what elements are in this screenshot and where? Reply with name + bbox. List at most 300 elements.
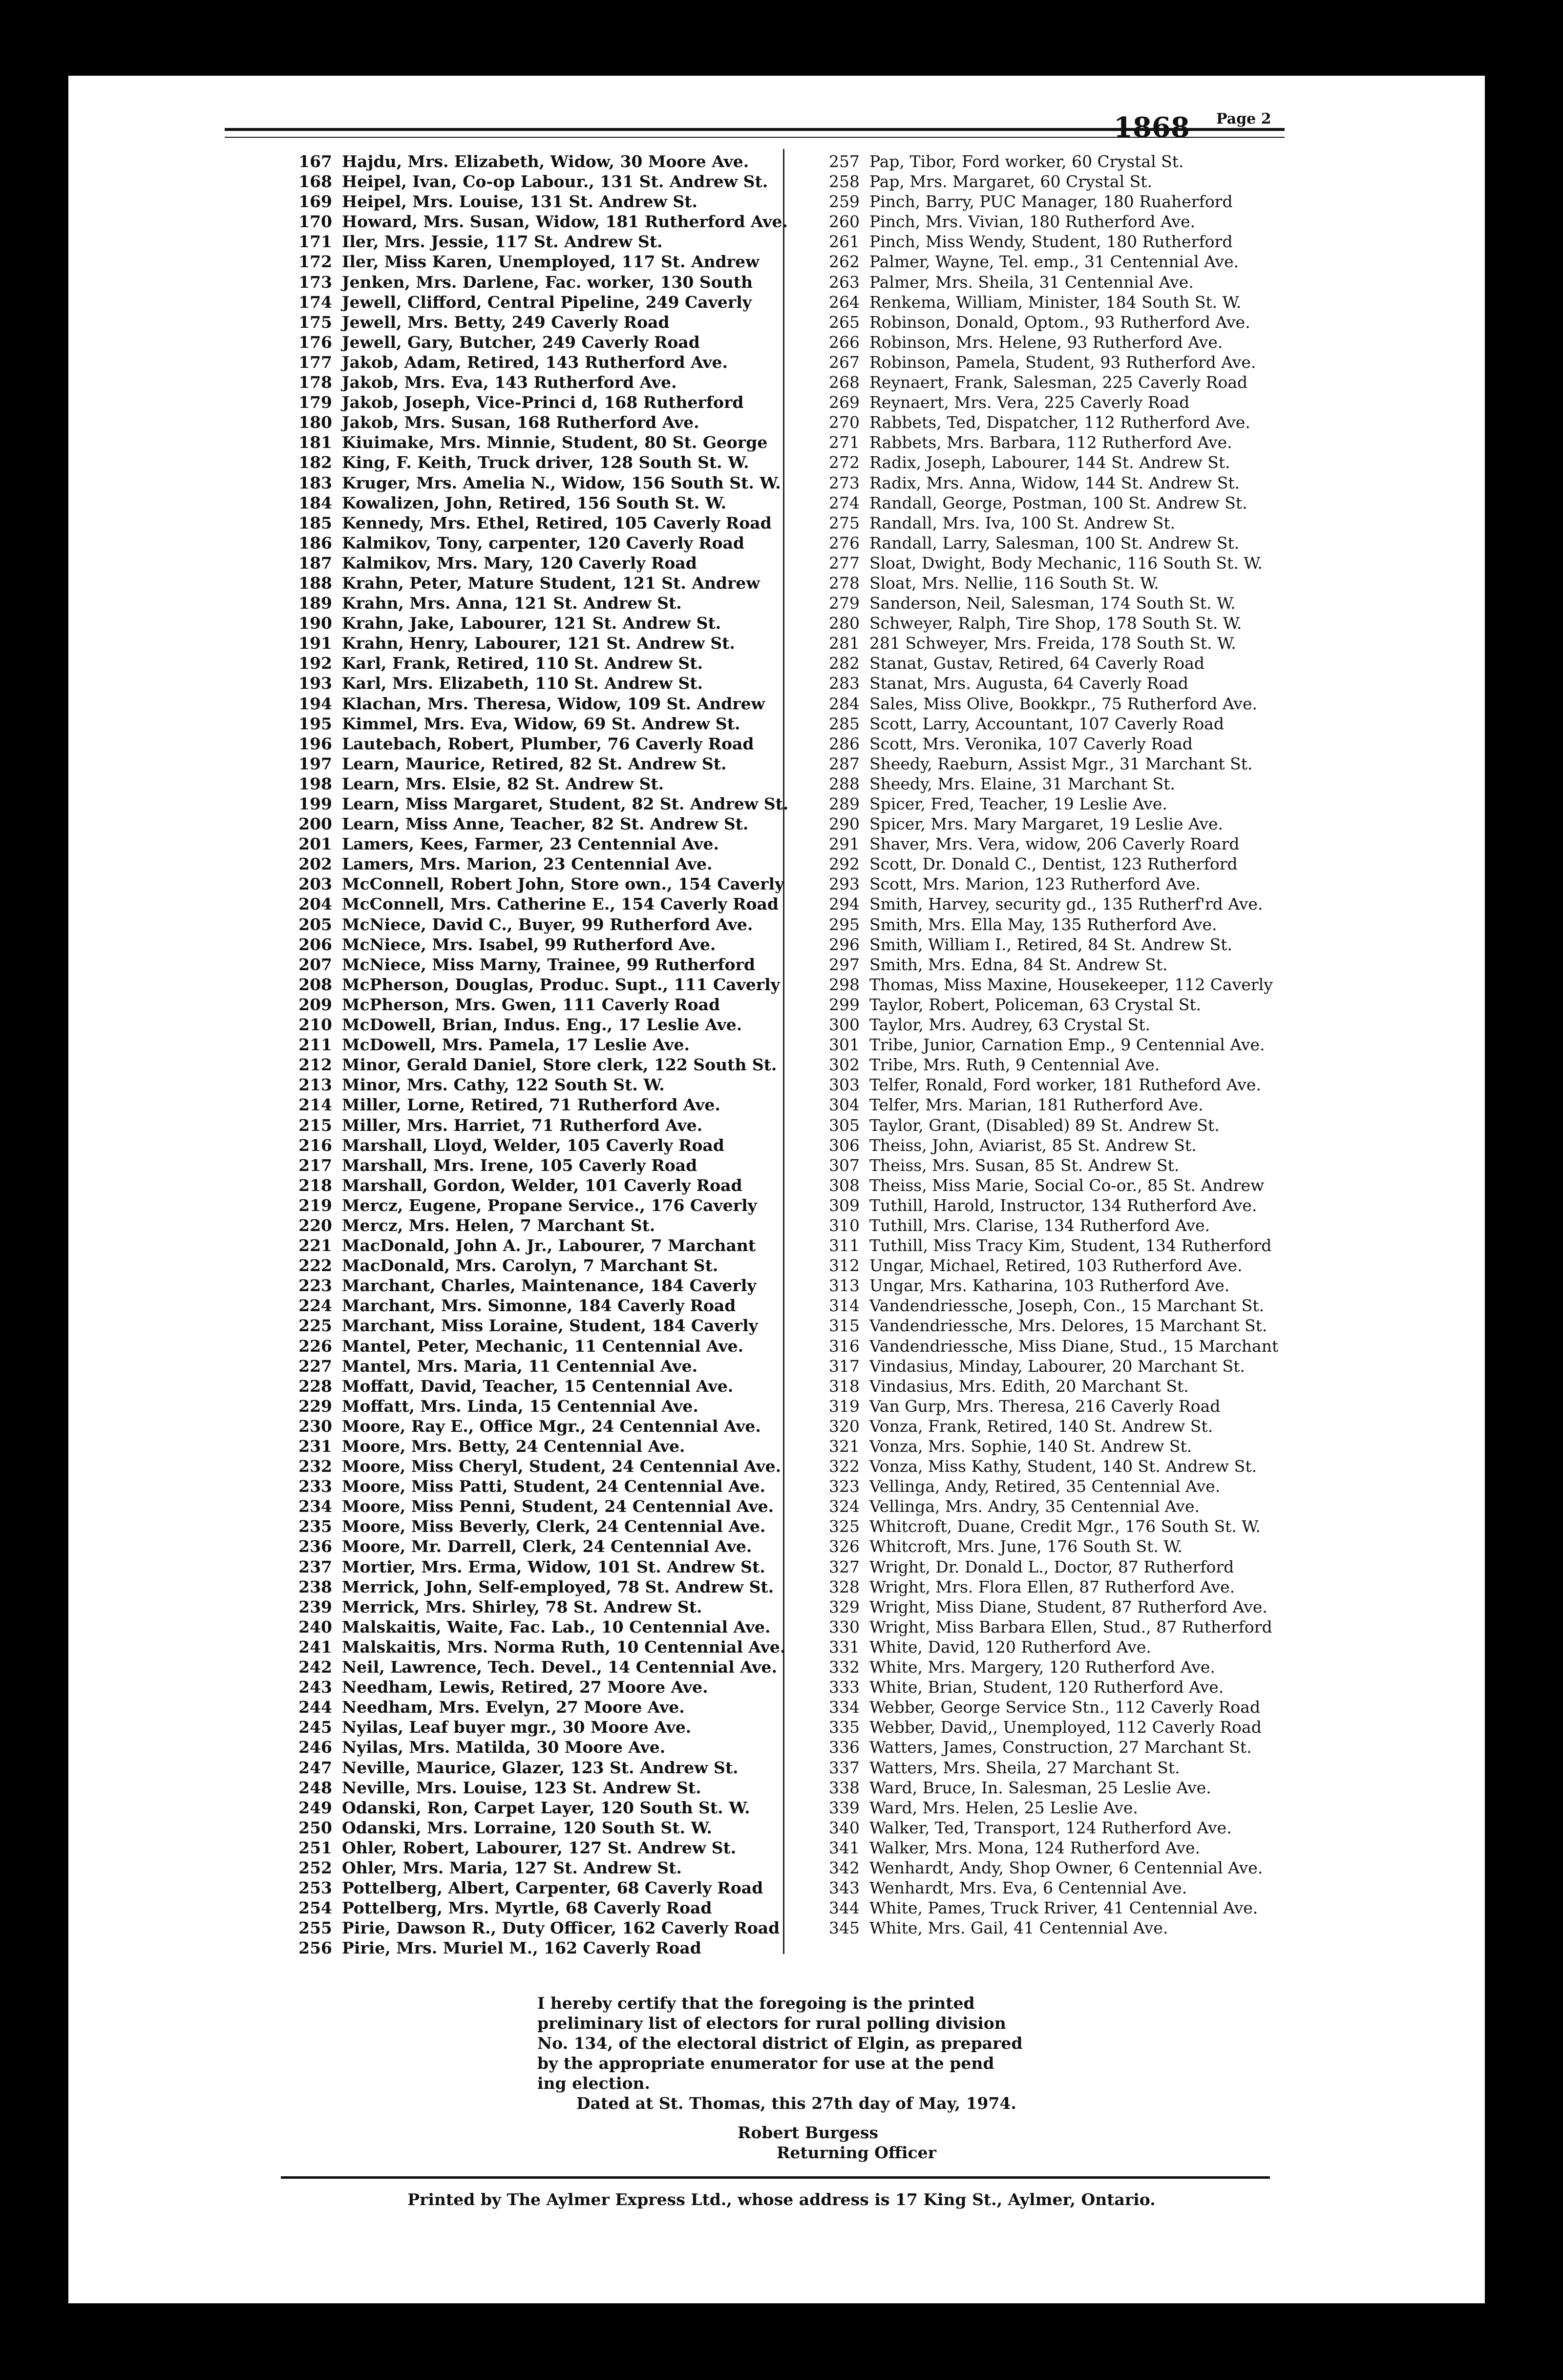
- elector-number: 222: [298, 1256, 332, 1275]
- elector-entry: [283, 874, 788, 894]
- elector-details: Watters, Mrs. Sheila, 27 Marchant St.: [869, 1758, 1180, 1777]
- elector-details: Sloat, Dwight, Body Mechanic, 116 South St. W.: [869, 553, 1263, 573]
- elector-details: Tuthill, Mrs. Clarise, 134 Rutherford Ave.: [869, 1215, 1210, 1235]
- elector-details: Pinch, Miss Wendy, Student, 180 Rutherford: [869, 232, 1233, 252]
- elector-entry: [813, 191, 1278, 212]
- elector-entry: [813, 1215, 1278, 1235]
- elector-details: Watters, James, Construction, 27 Marchant St.: [869, 1738, 1252, 1757]
- elector-details: Walker, Mrs. Mona, 124 Rutherford Ave.: [869, 1838, 1200, 1857]
- elector-details: Kruger, Mrs. Amelia N., Widow, 156 South St. W.: [342, 473, 781, 492]
- elector-number: 344: [829, 1898, 860, 1918]
- elector-details: Wright, Miss Barbara Ellen, Stud., 87 Rutherford: [869, 1617, 1272, 1636]
- elector-number: 199: [298, 794, 332, 813]
- elector-entry: [283, 814, 788, 834]
- elector-details: White, Mrs. Gail, 41 Centennial Ave.: [869, 1918, 1168, 1938]
- elector-number: 337: [829, 1758, 860, 1777]
- elector-entry: [813, 573, 1278, 593]
- elector-number: 195: [298, 714, 332, 733]
- elector-details: Lautebach, Robert, Plumber, 76 Caverly Road: [342, 734, 754, 753]
- elector-details: Palmer, Mrs. Sheila, 31 Centennial Ave.: [869, 272, 1194, 292]
- elector-number: 220: [298, 1215, 332, 1235]
- elector-number: 234: [298, 1497, 332, 1516]
- elector-number: 219: [298, 1195, 332, 1215]
- elector-details: Jakob, Joseph, Vice-Princi d, 168 Rutherford: [342, 393, 744, 412]
- elector-number: 230: [298, 1416, 332, 1436]
- elector-entry: [813, 814, 1278, 834]
- elector-details: Kennedy, Mrs. Ethel, Retired, 105 Caverly Road: [342, 513, 772, 532]
- elector-number: 271: [829, 433, 860, 452]
- elector-details: Rabbets, Mrs. Barbara, 112 Rutherford Ave.: [869, 433, 1232, 452]
- elector-details: Learn, Miss Margaret, Student, 82 St. Andrew St.: [342, 794, 789, 813]
- elector-number: 188: [298, 573, 332, 593]
- elector-number: 309: [829, 1195, 860, 1215]
- elector-entry: [283, 1778, 788, 1798]
- elector-details: Spicer, Mrs. Mary Margaret, 19 Leslie Ave.: [869, 814, 1224, 834]
- elector-number: 251: [298, 1838, 332, 1857]
- elector-number: 264: [829, 292, 860, 312]
- elector-number: 265: [829, 312, 860, 332]
- elector-details: 281 Schweyer, Mrs. Freida, 178 South St. W.: [869, 634, 1236, 653]
- elector-number: 167: [298, 152, 332, 171]
- elector-entry: [283, 935, 788, 955]
- elector-details: Sanderson, Neil, Salesman, 174 South St. W.: [869, 594, 1236, 613]
- elector-entry: [813, 975, 1278, 995]
- elector-details: Robinson, Donald, Optom., 93 Rutherford Ave.: [869, 312, 1250, 332]
- elector-number: 190: [298, 614, 332, 633]
- elector-entry: [283, 1496, 788, 1516]
- elector-number: 170: [298, 212, 332, 232]
- elector-number: 339: [829, 1798, 860, 1817]
- elector-list-right: [813, 151, 1278, 1938]
- elector-number: 297: [829, 955, 860, 974]
- elector-details: Needham, Mrs. Evelyn, 27 Moore Ave.: [342, 1698, 685, 1717]
- elector-number: 186: [298, 533, 332, 552]
- elector-entry: [813, 1296, 1278, 1316]
- elector-details: Learn, Mrs. Elsie, 82 St. Andrew St.: [342, 774, 664, 793]
- elector-entry: [813, 1035, 1278, 1055]
- elector-number: 257: [829, 152, 860, 171]
- elector-details: Neil, Lawrence, Tech. Devel., 14 Centennial Ave.: [342, 1658, 778, 1677]
- elector-entry: [813, 1577, 1278, 1597]
- elector-details: Wright, Mrs. Flora Ellen, 87 Rutherford Ave.: [869, 1577, 1235, 1596]
- elector-details: Rabbets, Ted, Dispatcher, 112 Rutherford Ave.: [869, 413, 1250, 432]
- elector-details: Minor, Mrs. Cathy, 122 South St. W.: [342, 1075, 665, 1095]
- elector-entry: [283, 212, 788, 232]
- elector-details: Palmer, Wayne, Tel. emp., 31 Centennial Ave.: [869, 252, 1239, 272]
- elector-entry: [813, 151, 1278, 171]
- elector-number: 206: [298, 935, 332, 954]
- elector-entry: [813, 714, 1278, 734]
- elector-details: Taylor, Robert, Policeman, 63 Crystal St.: [869, 995, 1202, 1014]
- elector-number: 204: [298, 894, 332, 914]
- elector-entry: [813, 1275, 1278, 1296]
- elector-entry: [283, 1316, 788, 1336]
- elector-entry: [813, 1838, 1278, 1858]
- elector-details: Randall, Larry, Salesman, 100 St. Andrew St.: [869, 533, 1240, 552]
- elector-entry: [813, 854, 1278, 874]
- elector-number: 281: [829, 634, 860, 653]
- elector-entry: [283, 1858, 788, 1878]
- elector-entry: [283, 352, 788, 372]
- elector-entry: [283, 292, 788, 312]
- elector-details: Mercz, Eugene, Propane Service., 176 Caverly: [342, 1195, 757, 1215]
- elector-number: 279: [829, 594, 860, 613]
- elector-number: 270: [829, 413, 860, 432]
- elector-details: King, F. Keith, Truck driver, 128 South St. W.: [342, 453, 749, 472]
- elector-details: Taylor, Grant, (Disabled) 89 St. Andrew St.: [869, 1115, 1220, 1135]
- elector-entry: [813, 412, 1278, 432]
- elector-details: Krahn, Peter, Mature Student, 121 St. Andrew: [342, 573, 760, 593]
- elector-number: 276: [829, 533, 860, 552]
- elector-details: Marchant, Mrs. Simonne, 184 Caverly Road: [342, 1296, 736, 1316]
- elector-number: 329: [829, 1597, 860, 1616]
- elector-entry: [283, 1175, 788, 1195]
- elector-entry: [813, 1195, 1278, 1215]
- elector-details: Vonza, Miss Kathy, Student, 140 St. Andrew St.: [869, 1457, 1257, 1476]
- elector-details: Mantel, Mrs. Maria, 11 Centennial Ave.: [342, 1356, 698, 1376]
- elector-entry: [283, 312, 788, 332]
- elector-entry: [813, 653, 1278, 673]
- elector-entry: [283, 372, 788, 392]
- elector-details: White, Brian, Student, 120 Rutherford Ave.: [869, 1678, 1224, 1697]
- elector-number: 183: [298, 473, 332, 492]
- elector-details: MacDonald, Mrs. Carolyn, 7 Marchant St.: [342, 1256, 718, 1275]
- elector-entry: [813, 914, 1278, 935]
- elector-number: 290: [829, 814, 860, 834]
- elector-number: 301: [829, 1035, 860, 1055]
- elector-number: 324: [829, 1497, 860, 1516]
- elector-entry: [283, 1135, 788, 1155]
- elector-details: Theiss, Mrs. Susan, 85 St. Andrew St.: [869, 1155, 1180, 1175]
- elector-entry: [283, 1597, 788, 1617]
- elector-details: Learn, Miss Anne, Teacher, 82 St. Andrew St.: [342, 814, 749, 834]
- elector-details: Wenhardt, Mrs. Eva, 6 Centennial Ave.: [869, 1878, 1187, 1898]
- elector-number: 275: [829, 513, 860, 532]
- elector-entry: [283, 1798, 788, 1818]
- elector-number: 171: [298, 232, 332, 252]
- elector-number: 319: [829, 1396, 860, 1416]
- elector-number: 201: [298, 834, 332, 854]
- elector-number: 175: [298, 312, 332, 332]
- cert-line: No. 134, of the electoral district of Elgin, as prepared: [537, 2034, 1023, 2053]
- elector-number: 311: [829, 1236, 860, 1255]
- elector-number: 233: [298, 1477, 332, 1496]
- elector-details: Vellinga, Mrs. Andry, 35 Centennial Ave.: [869, 1497, 1200, 1516]
- elector-number: 197: [298, 754, 332, 773]
- elector-number: 232: [298, 1457, 332, 1476]
- elector-details: Pottelberg, Mrs. Myrtle, 68 Caverly Road: [342, 1898, 712, 1918]
- elector-number: 304: [829, 1095, 860, 1115]
- elector-number: 198: [298, 774, 332, 793]
- elector-number: 288: [829, 774, 860, 793]
- elector-entry: [283, 1155, 788, 1175]
- elector-number: 245: [298, 1718, 332, 1737]
- elector-entry: [283, 1536, 788, 1556]
- elector-number: 254: [298, 1898, 332, 1918]
- cert-line: preliminary list of electors for rural polling division: [537, 2014, 1006, 2033]
- elector-details: Webber, George Service Stn., 112 Caverly Road: [869, 1698, 1261, 1717]
- elector-number: 185: [298, 513, 332, 532]
- elector-number: 239: [298, 1597, 332, 1616]
- elector-number: 179: [298, 393, 332, 412]
- elector-entry: [283, 593, 788, 613]
- elector-entry: [813, 1476, 1278, 1496]
- elector-entry: [813, 1075, 1278, 1095]
- elector-entry: [813, 1115, 1278, 1135]
- elector-entry: [283, 191, 788, 212]
- elector-details: Sales, Miss Olive, Bookkpr., 75 Rutherford Ave.: [869, 694, 1258, 713]
- elector-details: Kiuimake, Mrs. Minnie, Student, 80 St. George: [342, 433, 768, 452]
- elector-number: 193: [298, 674, 332, 693]
- elector-entry: [813, 1737, 1278, 1757]
- elector-entry: [283, 834, 788, 854]
- elector-details: Marchant, Miss Loraine, Student, 184 Caverly: [342, 1316, 758, 1336]
- elector-entry: [283, 151, 788, 171]
- elector-details: Krahn, Henry, Labourer, 121 St. Andrew St.: [342, 634, 735, 653]
- elector-number: 315: [829, 1316, 860, 1336]
- elector-number: 196: [298, 734, 332, 753]
- elector-details: McPherson, Mrs. Gwen, 111 Caverly Road: [342, 995, 720, 1014]
- elector-number: 248: [298, 1778, 332, 1797]
- elector-details: Smith, Mrs. Ella May, 135 Rutherford Ave.: [869, 914, 1217, 934]
- elector-entry: [813, 1496, 1278, 1516]
- elector-entry: [283, 1115, 788, 1135]
- elector-number: 283: [829, 674, 860, 693]
- elector-entry: [283, 995, 788, 1015]
- elector-details: Vandendriessche, Miss Diane, Stud., 15 Marchant: [869, 1336, 1279, 1356]
- elector-entry: [813, 794, 1278, 814]
- elector-entry: [283, 1938, 788, 1958]
- elector-number: 269: [829, 393, 860, 412]
- elector-details: Miller, Lorne, Retired, 71 Rutherford Ave.: [342, 1095, 720, 1115]
- elector-entry: [283, 1516, 788, 1536]
- elector-details: Moore, Miss Cheryl, Student, 24 Centennial Ave.: [342, 1457, 782, 1476]
- elector-number: 331: [829, 1637, 860, 1657]
- elector-details: Nyilas, Mrs. Matilda, 30 Moore Ave.: [342, 1738, 666, 1757]
- elector-entry: [283, 694, 788, 714]
- elector-entry: [283, 473, 788, 493]
- elector-number: 261: [829, 232, 860, 252]
- elector-details: Moffatt, David, Teacher, 15 Centennial Ave.: [342, 1376, 734, 1396]
- elector-details: Moore, Mr. Darrell, Clerk, 24 Centennial Ave.: [342, 1537, 752, 1556]
- elector-details: Pinch, Barry, PUC Manager, 180 Ruaherford: [869, 192, 1233, 212]
- elector-number: 235: [298, 1517, 332, 1536]
- elector-details: McNiece, Mrs. Isabel, 99 Rutherford Ave.: [342, 935, 716, 954]
- elector-details: Mantel, Peter, Mechanic, 11 Centennial Ave.: [342, 1336, 744, 1356]
- elector-number: 218: [298, 1175, 332, 1195]
- elector-details: Kalmikov, Tony, carpenter, 120 Caverly Road: [342, 533, 744, 552]
- elector-number: 320: [829, 1416, 860, 1436]
- elector-entry: [813, 1717, 1278, 1737]
- elector-details: Scott, Dr. Donald C., Dentist, 123 Rutherford: [869, 854, 1238, 874]
- elector-details: White, Mrs. Margery, 120 Rutherford Ave.: [869, 1658, 1215, 1677]
- elector-entry: [283, 452, 788, 472]
- elector-entry: [813, 673, 1278, 693]
- elector-details: Ohler, Robert, Labourer, 127 St. Andrew St.: [342, 1838, 737, 1857]
- elector-number: 169: [298, 192, 332, 212]
- cert-line: ing election.: [537, 2074, 650, 2093]
- elector-entry: [283, 653, 788, 673]
- elector-entry: [813, 372, 1278, 392]
- elector-number: 237: [298, 1557, 332, 1576]
- elector-details: Sloat, Mrs. Nellie, 116 South St. W.: [869, 573, 1159, 593]
- elector-details: Reynaert, Mrs. Vera, 225 Caverly Road: [869, 393, 1190, 412]
- elector-entry: [283, 412, 788, 432]
- elector-number: 256: [298, 1938, 332, 1958]
- elector-entry: [283, 1035, 788, 1055]
- elector-number: 238: [298, 1577, 332, 1596]
- elector-entry: [813, 312, 1278, 332]
- elector-details: Shaver, Mrs. Vera, widow, 206 Caverly Roard: [869, 834, 1240, 854]
- elector-number: 310: [829, 1215, 860, 1235]
- elector-details: Robinson, Pamela, Student, 93 Rutherford Ave.: [869, 352, 1256, 372]
- elector-details: Moore, Miss Patti, Student, 24 Centennial Ave.: [342, 1477, 766, 1496]
- elector-entry: [813, 1657, 1278, 1677]
- elector-number: 172: [298, 252, 332, 272]
- elector-number: 284: [829, 694, 860, 713]
- elector-details: Moore, Miss Beverly, Clerk, 24 Centennial Ave.: [342, 1517, 766, 1536]
- elector-entry: [813, 533, 1278, 553]
- elector-number: 207: [298, 955, 332, 974]
- elector-number: 177: [298, 352, 332, 372]
- elector-number: 217: [298, 1155, 332, 1175]
- elector-details: Spicer, Fred, Teacher, 19 Leslie Ave.: [869, 794, 1167, 813]
- elector-entry: [813, 1697, 1278, 1717]
- elector-entry: [283, 613, 788, 633]
- elector-details: Radix, Joseph, Labourer, 144 St. Andrew St.: [869, 453, 1230, 472]
- elector-details: Moffatt, Mrs. Linda, 15 Centennial Ave.: [342, 1396, 698, 1416]
- elector-entry: [813, 874, 1278, 894]
- elector-details: Pap, Tibor, Ford worker, 60 Crystal St.: [869, 152, 1184, 171]
- elector-entry: [283, 1296, 788, 1316]
- elector-entry: [813, 1416, 1278, 1436]
- elector-number: 308: [829, 1175, 860, 1195]
- scan-speck: [138, 106, 144, 110]
- elector-number: 208: [298, 975, 332, 994]
- elector-entry: [283, 1918, 788, 1938]
- elector-details: Vonza, Mrs. Sophie, 140 St. Andrew St.: [869, 1437, 1192, 1456]
- elector-entry: [813, 1316, 1278, 1336]
- elector-number: 262: [829, 252, 860, 272]
- elector-entry: [813, 1356, 1278, 1376]
- elector-number: 244: [298, 1698, 332, 1717]
- elector-entry: [283, 975, 788, 995]
- elector-entry: [813, 1456, 1278, 1476]
- elector-entry: [813, 1255, 1278, 1275]
- elector-entry: [283, 1215, 788, 1235]
- elector-details: Jakob, Mrs. Susan, 168 Rutherford Ave.: [342, 413, 699, 432]
- elector-entry: [813, 452, 1278, 472]
- elector-number: 274: [829, 493, 860, 512]
- elector-entry: [813, 432, 1278, 452]
- elector-details: Moore, Miss Penni, Student, 24 Centennial Ave.: [342, 1497, 774, 1516]
- elector-entry: [283, 854, 788, 874]
- elector-entry: [813, 1597, 1278, 1617]
- elector-number: 300: [829, 1015, 860, 1035]
- elector-entry: [813, 1135, 1278, 1155]
- elector-entry: [283, 432, 788, 452]
- elector-number: 187: [298, 553, 332, 573]
- elector-details: Klachan, Mrs. Theresa, Widow, 109 St. Andrew: [342, 694, 765, 713]
- elector-details: Van Gurp, Mrs. Theresa, 216 Caverly Road: [869, 1396, 1221, 1416]
- elector-entry: [813, 332, 1278, 352]
- elector-number: 236: [298, 1537, 332, 1556]
- elector-details: McDowell, Mrs. Pamela, 17 Leslie Ave.: [342, 1035, 690, 1055]
- elector-number: 260: [829, 212, 860, 232]
- elector-entry: [283, 232, 788, 252]
- elector-number: 229: [298, 1396, 332, 1416]
- elector-number: 194: [298, 694, 332, 713]
- elector-entry: [283, 1356, 788, 1376]
- elector-number: 342: [829, 1858, 860, 1877]
- elector-details: MacDonald, John A. Jr., Labourer, 7 Marchant: [342, 1236, 756, 1255]
- elector-details: White, Pames, Truck Rriver, 41 Centennial Ave.: [869, 1898, 1258, 1918]
- elector-details: Kimmel, Mrs. Eva, Widow, 69 St. Andrew St.: [342, 714, 740, 733]
- elector-number: 328: [829, 1577, 860, 1596]
- elector-number: 216: [298, 1135, 332, 1155]
- elector-details: Telfer, Mrs. Marian, 181 Rutherford Ave.: [869, 1095, 1204, 1115]
- elector-entry: [283, 1396, 788, 1416]
- elector-details: White, David, 120 Rutherford Ave.: [869, 1637, 1151, 1657]
- elector-details: Hajdu, Mrs. Elizabeth, Widow, 30 Moore Ave.: [342, 152, 749, 171]
- elector-details: Schweyer, Ralph, Tire Shop, 178 South St. W.: [869, 614, 1242, 633]
- elector-number: 174: [298, 292, 332, 312]
- elector-details: Theiss, Miss Marie, Social Co-or., 85 St. Andrew: [869, 1175, 1265, 1195]
- elector-details: Pinch, Mrs. Vivian, 180 Rutherford Ave.: [869, 212, 1196, 232]
- elector-details: Ohler, Mrs. Maria, 127 St. Andrew St.: [342, 1858, 682, 1877]
- elector-number: 215: [298, 1115, 332, 1135]
- elector-details: Randall, George, Postman, 100 St. Andrew St.: [869, 493, 1247, 512]
- elector-entry: [813, 1396, 1278, 1416]
- elector-number: 314: [829, 1296, 860, 1316]
- elector-number: 335: [829, 1718, 860, 1737]
- elector-entry: [283, 1878, 788, 1898]
- elector-details: Vonza, Frank, Retired, 140 St. Andrew St.: [869, 1416, 1213, 1436]
- elector-entry: [813, 252, 1278, 272]
- elector-entry: [813, 754, 1278, 774]
- elector-entry: [283, 955, 788, 975]
- elector-details: Walker, Ted, Transport, 124 Rutherford Ave.: [869, 1818, 1232, 1837]
- certification-statement: [537, 1993, 1026, 2113]
- elector-entry: [813, 1235, 1278, 1255]
- elector-details: Thomas, Miss Maxine, Housekeeper, 112 Caverly: [869, 975, 1273, 994]
- elector-entry: [283, 1336, 788, 1356]
- elector-details: Randall, Mrs. Iva, 100 St. Andrew St.: [869, 513, 1176, 532]
- elector-entry: [283, 734, 788, 754]
- elector-number: 326: [829, 1537, 860, 1556]
- elector-entry: [813, 1918, 1278, 1938]
- elector-details: Vindasius, Minday, Labourer, 20 Marchant St.: [869, 1356, 1245, 1376]
- elector-entry: [813, 1677, 1278, 1697]
- elector-entry: [283, 1095, 788, 1115]
- elector-entry: [813, 292, 1278, 312]
- elector-number: 294: [829, 894, 860, 914]
- elector-details: Pottelberg, Albert, Carpenter, 68 Caverly Road: [342, 1878, 763, 1898]
- elector-entry: [283, 1677, 788, 1697]
- elector-entry: [813, 1778, 1278, 1798]
- elector-entry: [813, 212, 1278, 232]
- elector-entry: [283, 392, 788, 412]
- elector-entry: [813, 1878, 1278, 1898]
- elector-entry: [813, 513, 1278, 533]
- elector-entry: [283, 252, 788, 272]
- elector-entry: [283, 1758, 788, 1778]
- elector-entry: [813, 493, 1278, 513]
- elector-details: Vandendriessche, Joseph, Con., 15 Marchant St.: [869, 1296, 1264, 1316]
- elector-entry: [813, 774, 1278, 794]
- elector-entry: [283, 1737, 788, 1757]
- elector-number: 200: [298, 814, 332, 834]
